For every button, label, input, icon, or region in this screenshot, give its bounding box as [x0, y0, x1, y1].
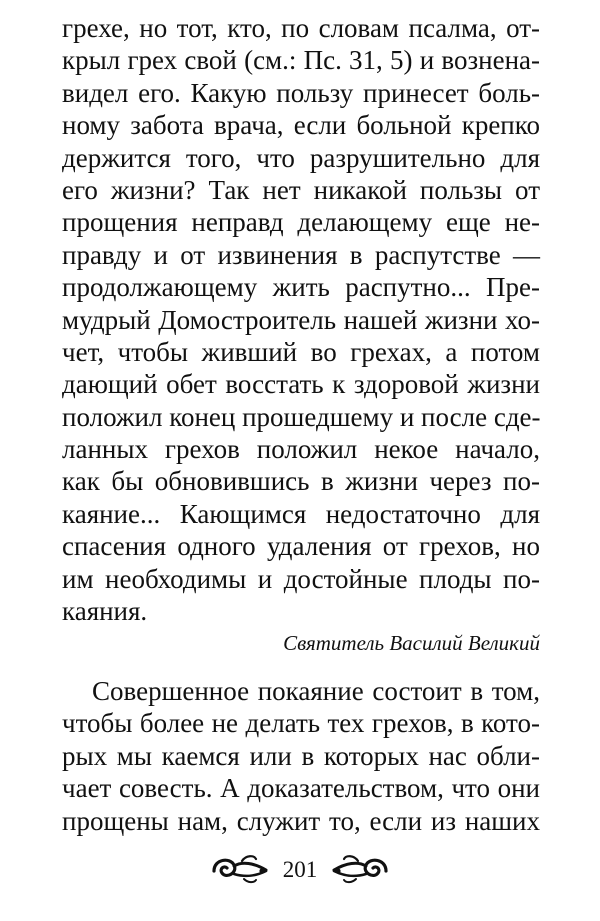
text-line: мудрый Домостроитель нашей жизни хо- — [62, 304, 540, 335]
text-line: держится того, что разрушительно для — [62, 142, 540, 173]
text-line: чтобы более не делать тех грехов, в кото- — [62, 708, 540, 739]
text-line: спасения одного удаления от грехов, но — [62, 531, 540, 562]
page-footer — [0, 849, 600, 899]
text-line: дающий обет восстать к здоровой жизни — [62, 369, 540, 400]
text-line: чет, чтобы живший во грехах, а потом — [62, 336, 540, 367]
text-line: крыл грех свой (см.: Пс. 31, 5) и вознена- — [62, 45, 540, 76]
page-number: 201 — [282, 857, 318, 882]
right-ornament-icon — [330, 849, 392, 889]
paragraph-1 — [62, 12, 540, 627]
text-line: как бы обновившись в жизни через по- — [62, 466, 540, 497]
text-line: каяние... Кающимся недостаточно для — [62, 498, 540, 529]
text-line: видел его. Какую пользу принесет боль- — [62, 77, 540, 108]
text-line: положил конец прошедшему и после сде- — [62, 401, 541, 432]
text-line: ному забота врача, если больной крепко — [62, 110, 540, 141]
text-line: прощены нам, служит то, если из наших — [62, 805, 540, 836]
text-line: прощения неправд делающему еще не- — [62, 207, 540, 238]
text-line: каяния. — [62, 596, 148, 627]
text-line: Совершенное покаяние состоит в том, — [92, 676, 540, 706]
text-line: им необходимы и достойные плоды по- — [62, 563, 540, 594]
text-line: ланных грехов положил некое начало, — [62, 434, 540, 465]
text-line: его жизни? Так нет никакой пользы от — [62, 174, 540, 205]
text-line: правду и от извинения в распутстве — — [62, 239, 540, 270]
text-line: чает совесть. А доказательством, что они — [62, 773, 540, 804]
text-line: продолжающему жить распутно... Пре- — [62, 272, 540, 303]
text-line: грехе, но тот, кто, по словам псалма, от- — [62, 13, 540, 43]
text-line: рых мы каемся или в которых нас обли- — [62, 740, 540, 771]
paragraph-2 — [62, 675, 540, 837]
left-ornament-icon — [208, 849, 270, 889]
quote-attribution: Святитель Василий Великий — [283, 631, 540, 655]
